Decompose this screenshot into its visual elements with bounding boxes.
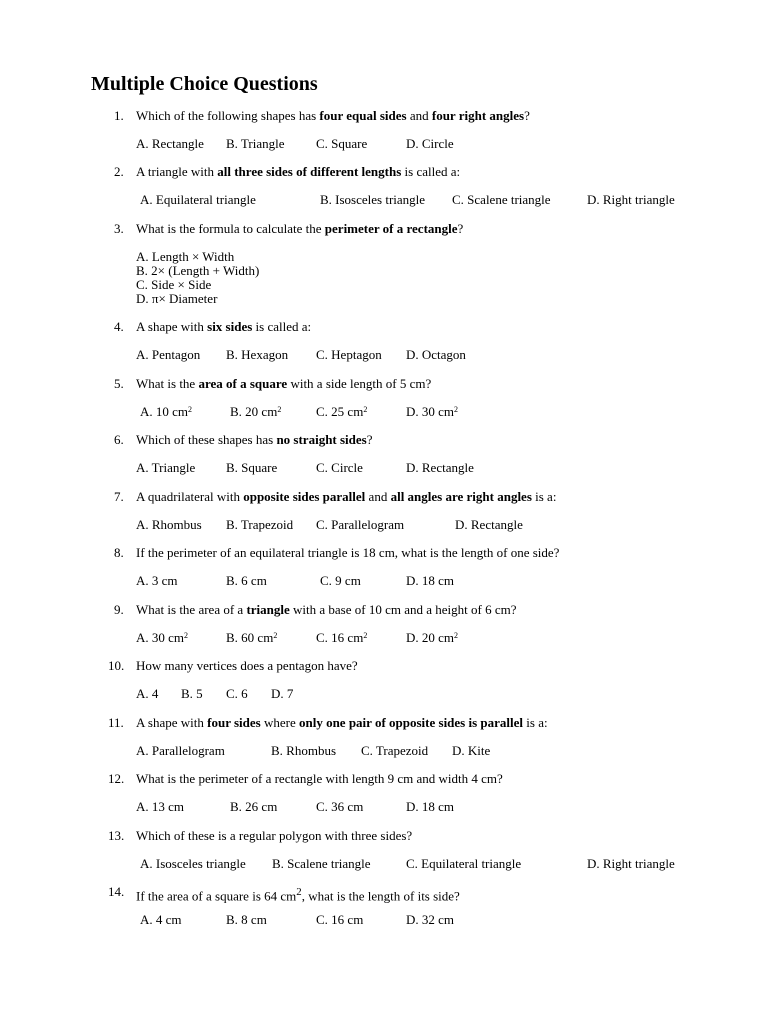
text-run: ?: [457, 221, 464, 236]
answer-option[interactable]: [406, 404, 458, 420]
answer-option[interactable]: [406, 460, 474, 476]
option-label: B. 5: [181, 686, 203, 701]
option-label: B. Rhombus: [271, 743, 337, 758]
option-label: A. Rectangle: [136, 136, 204, 151]
text-run: A shape with: [136, 319, 208, 334]
question-number: 14.: [108, 884, 125, 899]
option-label: C. 36 cm: [316, 799, 364, 814]
answer-option[interactable]: [226, 460, 277, 476]
question-text: [136, 164, 460, 180]
answer-option[interactable]: [455, 517, 523, 533]
answer-option[interactable]: [452, 743, 490, 759]
option-label: B. Trapezoid: [226, 517, 294, 532]
answer-option[interactable]: [316, 404, 367, 420]
answer-option[interactable]: [406, 573, 454, 589]
option-label: D. 18 cm: [406, 799, 455, 814]
option-label: A. 3 cm: [136, 573, 178, 588]
option-label: B. Isosceles triangle: [320, 192, 426, 207]
answer-option[interactable]: [226, 517, 293, 533]
option-label: D. Octagon: [406, 347, 466, 362]
emphasis-text: perimeter of a rectangle: [324, 221, 458, 236]
option-label: A. Equilateral triangle: [140, 192, 256, 207]
option-label: B. Hexagon: [226, 347, 289, 362]
question-text: [136, 432, 373, 448]
option-label: D. π× Diameter: [136, 291, 218, 306]
text-run: ?: [366, 432, 373, 447]
option-label: C. Heptagon: [316, 347, 382, 362]
option-label: D. Rectangle: [455, 517, 523, 532]
question-text: [136, 108, 530, 124]
answer-option[interactable]: [587, 856, 675, 872]
text-run: , what is the length of its side?: [301, 888, 460, 904]
text-run: A quadrilateral with: [136, 489, 244, 504]
text-run: and: [365, 489, 391, 504]
answer-option[interactable]: [406, 856, 521, 872]
option-label: B. 2× (Length + Width): [136, 263, 260, 278]
answer-option[interactable]: [271, 743, 336, 759]
superscript: 2: [273, 631, 278, 640]
option-label: B. 8 cm: [226, 912, 267, 927]
question-number: 6.: [114, 432, 124, 447]
answer-option[interactable]: [406, 912, 454, 928]
answer-option[interactable]: [406, 136, 454, 152]
answer-option[interactable]: [140, 912, 182, 928]
answer-option[interactable]: [316, 630, 367, 646]
answer-option[interactable]: [406, 347, 466, 363]
option-label: A. 30 cm: [136, 630, 185, 645]
question-text: [136, 715, 548, 731]
question-number: 2.: [114, 164, 124, 179]
question-number: 9.: [114, 602, 124, 617]
question-number: 1.: [114, 108, 124, 123]
option-label: C. Parallelogram: [316, 517, 405, 532]
text-run: where: [260, 715, 299, 730]
question-number: 4.: [114, 319, 124, 334]
option-label: C. Side × Side: [136, 277, 212, 292]
question-text: [136, 828, 412, 844]
option-label: C. Scalene triangle: [452, 192, 551, 207]
answer-option[interactable]: [226, 573, 267, 589]
option-label: B. Square: [226, 460, 278, 475]
answer-option[interactable]: [361, 743, 428, 759]
answer-option[interactable]: [136, 630, 188, 646]
question-text: [136, 221, 463, 237]
answer-option[interactable]: [230, 799, 277, 815]
text-run: and: [406, 108, 432, 123]
answer-option[interactable]: [136, 743, 225, 759]
emphasis-text: no straight sides: [276, 432, 367, 447]
answer-option[interactable]: [226, 912, 267, 928]
question-number: 11.: [108, 715, 124, 730]
answer-option[interactable]: [136, 573, 178, 589]
question-text: [136, 658, 358, 674]
option-label: D. Right triangle: [587, 856, 675, 871]
option-label: D. Rectangle: [406, 460, 474, 475]
question-number: 12.: [108, 771, 125, 786]
answer-option[interactable]: [136, 291, 217, 307]
answer-option[interactable]: [136, 799, 184, 815]
option-label: B. 6 cm: [226, 573, 267, 588]
emphasis-text: four equal sides: [319, 108, 407, 123]
answer-option[interactable]: [136, 136, 204, 152]
option-label: B. 20 cm: [230, 404, 278, 419]
question-text: [136, 602, 517, 618]
option-label: A. 4: [136, 686, 159, 701]
option-label: A. Length × Width: [136, 249, 235, 264]
option-label: D. 7: [271, 686, 294, 701]
option-label: A. Rhombus: [136, 517, 202, 532]
answer-option[interactable]: [136, 460, 195, 476]
superscript: 2: [363, 405, 368, 414]
superscript: 2: [296, 886, 302, 898]
option-label: D. 18 cm: [406, 573, 455, 588]
superscript: 2: [454, 405, 459, 414]
text-run: If the perimeter of an equilateral triangle is 18 cm, what is the length of one side?: [136, 545, 560, 560]
option-label: C. 16 cm: [316, 630, 364, 645]
text-run: A shape with: [136, 715, 208, 730]
emphasis-text: triangle: [246, 602, 290, 617]
emphasis-text: four sides: [207, 715, 261, 730]
page-title: Multiple Choice Questions: [91, 73, 318, 95]
text-run: What is the formula to calculate the: [136, 221, 325, 236]
answer-option[interactable]: [226, 136, 285, 152]
question-text: [136, 319, 311, 335]
answer-option[interactable]: [320, 573, 361, 589]
option-label: B. 60 cm: [226, 630, 274, 645]
option-label: C. Circle: [316, 460, 363, 475]
text-run: What is the area of a: [136, 602, 247, 617]
superscript: 2: [184, 631, 189, 640]
emphasis-text: all three sides of different lengths: [217, 164, 402, 179]
answer-option[interactable]: [226, 630, 277, 646]
option-label: C. 16 cm: [316, 912, 364, 927]
answer-option[interactable]: [226, 347, 288, 363]
option-label: D. Circle: [406, 136, 454, 151]
answer-option[interactable]: [226, 686, 248, 702]
text-run: ?: [524, 108, 530, 123]
option-label: A. 10 cm: [140, 404, 189, 419]
emphasis-text: opposite sides parallel: [243, 489, 366, 504]
answer-option[interactable]: [587, 192, 675, 208]
answer-option[interactable]: [136, 517, 202, 533]
answer-option[interactable]: [136, 347, 200, 363]
answer-option[interactable]: [452, 192, 551, 208]
text-run: is a:: [531, 489, 557, 504]
answer-option[interactable]: [406, 799, 454, 815]
emphasis-text: four right angles: [431, 108, 525, 123]
question-number: 5.: [114, 376, 124, 391]
option-label: A. 4 cm: [140, 912, 182, 927]
option-label: A. Parallelogram: [136, 743, 225, 758]
option-label: C. 6: [226, 686, 248, 701]
option-label: A. Triangle: [136, 460, 196, 475]
option-label: D. 30 cm: [406, 404, 455, 419]
answer-option[interactable]: [230, 404, 281, 420]
text-run: is called a:: [252, 319, 312, 334]
text-run: How many vertices does a pentagon have?: [136, 658, 358, 673]
answer-option[interactable]: [140, 404, 192, 420]
text-run: If the area of a square is 64 cm: [136, 888, 297, 904]
option-label: C. 9 cm: [320, 573, 361, 588]
text-run: Which of the following shapes has: [136, 108, 320, 123]
question-number: 13.: [108, 828, 125, 843]
answer-option[interactable]: [316, 460, 363, 476]
option-label: D. 32 cm: [406, 912, 455, 927]
answer-option[interactable]: [140, 192, 256, 208]
answer-option[interactable]: [316, 517, 404, 533]
superscript: 2: [454, 631, 459, 640]
option-label: D. 20 cm: [406, 630, 455, 645]
answer-option[interactable]: [316, 136, 367, 152]
question-text: [136, 545, 559, 561]
option-label: A. Isosceles triangle: [140, 856, 246, 871]
answer-option[interactable]: [271, 686, 293, 702]
option-label: A. 13 cm: [136, 799, 185, 814]
option-label: C. Equilateral triangle: [406, 856, 522, 871]
superscript: 2: [277, 405, 282, 414]
superscript: 2: [188, 405, 193, 414]
question-number: 8.: [114, 545, 124, 560]
question-number: 3.: [114, 221, 124, 236]
answer-option[interactable]: [140, 856, 246, 872]
option-label: B. Scalene triangle: [272, 856, 371, 871]
question-number: 10.: [108, 658, 125, 673]
text-run: What is the perimeter of a rectangle with length 9 cm and width 4 cm?: [136, 771, 503, 786]
question-text: [136, 489, 556, 505]
answer-option[interactable]: [316, 799, 363, 815]
option-label: B. 26 cm: [230, 799, 278, 814]
question-number: 7.: [114, 489, 124, 504]
question-text: [136, 771, 503, 787]
answer-option[interactable]: [316, 347, 382, 363]
emphasis-text: six sides: [207, 319, 253, 334]
answer-option[interactable]: [320, 192, 425, 208]
text-run: What is the: [136, 376, 199, 391]
question-text: [136, 884, 460, 904]
option-label: D. Right triangle: [587, 192, 675, 207]
text-run: with a base of 10 cm and a height of 6 cm?: [289, 602, 517, 617]
option-label: C. Trapezoid: [361, 743, 429, 758]
text-run: with a side length of 5 cm?: [287, 376, 432, 391]
text-run: Which of these shapes has: [136, 432, 277, 447]
answer-option[interactable]: [136, 686, 158, 702]
option-label: A. Pentagon: [136, 347, 201, 362]
answer-option[interactable]: [406, 630, 458, 646]
option-label: D. Kite: [452, 743, 491, 758]
answer-option[interactable]: [316, 912, 363, 928]
answer-option[interactable]: [181, 686, 203, 702]
question-text: [136, 376, 431, 392]
text-run: is a:: [523, 715, 548, 730]
superscript: 2: [363, 631, 368, 640]
text-run: A triangle with: [136, 164, 218, 179]
option-label: C. 25 cm: [316, 404, 364, 419]
option-label: B. Triangle: [226, 136, 285, 151]
option-label: C. Square: [316, 136, 368, 151]
answer-option[interactable]: [272, 856, 371, 872]
emphasis-text: all angles are right angles: [390, 489, 532, 504]
emphasis-text: area of a square: [198, 376, 288, 391]
emphasis-text: only one pair of opposite sides is parallel: [298, 715, 524, 730]
text-run: is called a:: [401, 164, 461, 179]
text-run: Which of these is a regular polygon with three sides?: [136, 828, 413, 843]
